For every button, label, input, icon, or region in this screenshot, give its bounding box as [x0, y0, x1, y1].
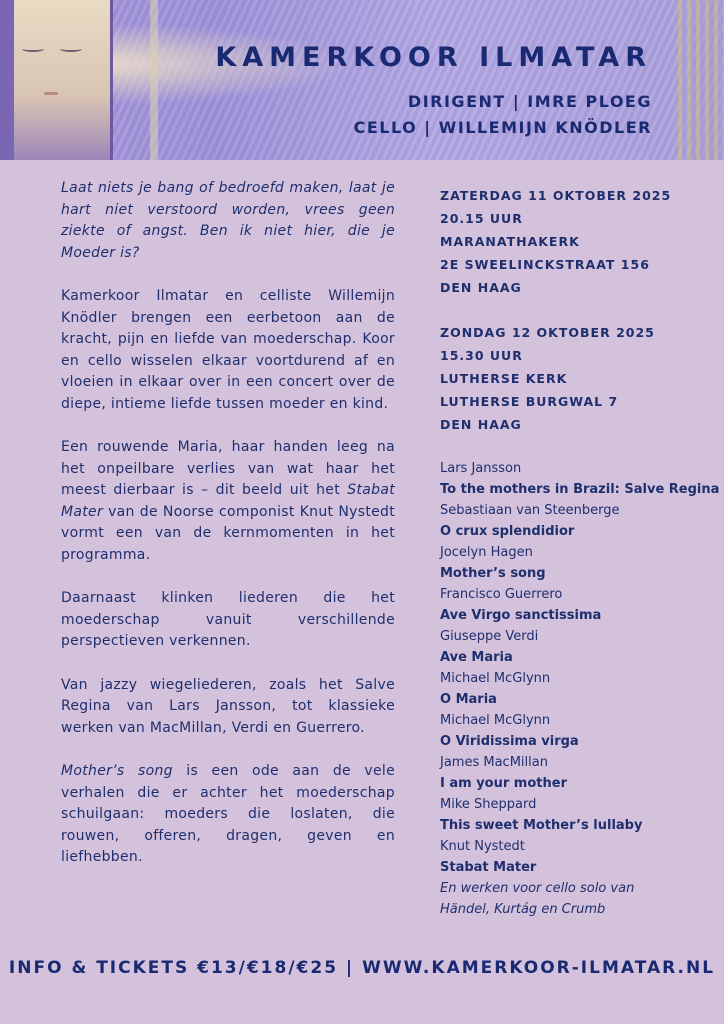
concert-address: LUTHERSE BURGWAL 7	[440, 394, 619, 409]
intro-paragraph-1: Kamerkoor Ilmatar en celliste Willemijn Knödler brengen een eerbetoon aan de kracht, pijn en liefde van moederschap. Koor en cello wisselen elkaar voortdurend af en vloeien in elkaar over in een concert over de diepe, intieme liefde tussen moeder en kind.	[61, 288, 395, 412]
intro-paragraph-3: Daarnaast klinken liederen die het moederschap vanuit verschillende perspectieven verkennen.	[61, 590, 395, 649]
concert-city: DEN HAAG	[440, 280, 522, 295]
program-work: Mother’s song	[440, 566, 546, 581]
program-work: This sweet Mother’s lullaby	[440, 818, 643, 833]
intro-paragraph-2: Een rouwende Maria, haar handen leeg na het onpeilbare verlies van wat haar het meest dierbaar is – dit beeld uit het Stabat Mater van de Noorse componist Knut Nystedt vormt een van de kernmomenten in het programma.	[61, 439, 395, 563]
program-note: En werken voor cello solo van	[440, 881, 635, 896]
program-work: Ave Maria	[440, 650, 513, 665]
program-composer: Sebastiaan van Steenberge	[440, 503, 620, 518]
intro-quote: Laat niets je bang of bedroefd maken, laat je hart niet verstoord worden, vrees geen ziekte of angst. Ben ik niet hier, die je Moeder is?	[61, 180, 395, 261]
concert-address: 2E SWEELINCKSTRAAT 156	[440, 257, 650, 272]
header-artwork	[0, 0, 724, 160]
concert-1	[440, 184, 710, 299]
program-work: O Viridissima virga	[440, 734, 579, 749]
concert-time: 20.15 UUR	[440, 211, 523, 226]
intro-text	[61, 178, 395, 891]
program-composer: Jocelyn Hagen	[440, 545, 533, 560]
program-composer: Lars Jansson	[440, 461, 522, 476]
concert-date: ZONDAG 12 OKTOBER 2025	[440, 325, 655, 340]
concert-city: DEN HAAG	[440, 417, 522, 432]
concert-2	[440, 321, 710, 436]
concert-date: ZATERDAG 11 OKTOBER 2025	[440, 188, 672, 203]
concert-venue: LUTHERSE KERK	[440, 371, 568, 386]
program-composer: Francisco Guerrero	[440, 587, 563, 602]
cello-credit: CELLO | WILLEMIJN KNÖDLER	[353, 118, 652, 137]
concert-venue: MARANATHAKERK	[440, 234, 580, 249]
tickets-footer: INFO & TICKETS €13/€18/€25 | WWW.KAMERKOOR-ILMATAR.NL	[8, 958, 716, 978]
event-info	[440, 184, 720, 920]
program-composer: Michael McGlynn	[440, 713, 551, 728]
program-work: Stabat Mater	[440, 860, 537, 875]
intro-paragraph-5: Mother’s song is een ode aan de vele verhalen die er achter het moederschap schuilgaan: moeders die loslaten, die rouwen, offeren, dragen, geven en liefhebben.	[61, 763, 395, 865]
decorative-panel	[150, 0, 158, 160]
intro-paragraph-4: Van jazzy wiegeliederen, zoals het Salve Regina van Lars Jansson, tot klassieke werken van MacMillan, Verdi en Guerrero.	[61, 676, 395, 736]
conductor-credit: DIRIGENT | IMRE PLOEG	[407, 92, 652, 111]
program-note: Händel, Kurtág en Crumb	[440, 902, 606, 917]
decorative-panel-right	[678, 0, 724, 160]
program-work: I am your mother	[440, 776, 567, 791]
page-title: KAMERKOOR ILMATAR	[215, 42, 652, 73]
program-composer: James MacMillan	[440, 755, 548, 770]
program-work: Ave Virgo sanctissima	[440, 608, 602, 623]
program-composer: Michael McGlynn	[440, 671, 551, 686]
program-composer: Knut Nystedt	[440, 839, 525, 854]
program-composer: Giuseppe Verdi	[440, 629, 539, 644]
program-list	[440, 458, 720, 920]
concert-time: 15.30 UUR	[440, 348, 523, 363]
program-work: O crux splendidior	[440, 524, 575, 539]
madonna-face-image	[0, 0, 113, 160]
program-composer: Mike Sheppard	[440, 797, 537, 812]
program-work: To the mothers in Brazil: Salve Regina	[440, 482, 720, 497]
program-work: O Maria	[440, 692, 497, 707]
